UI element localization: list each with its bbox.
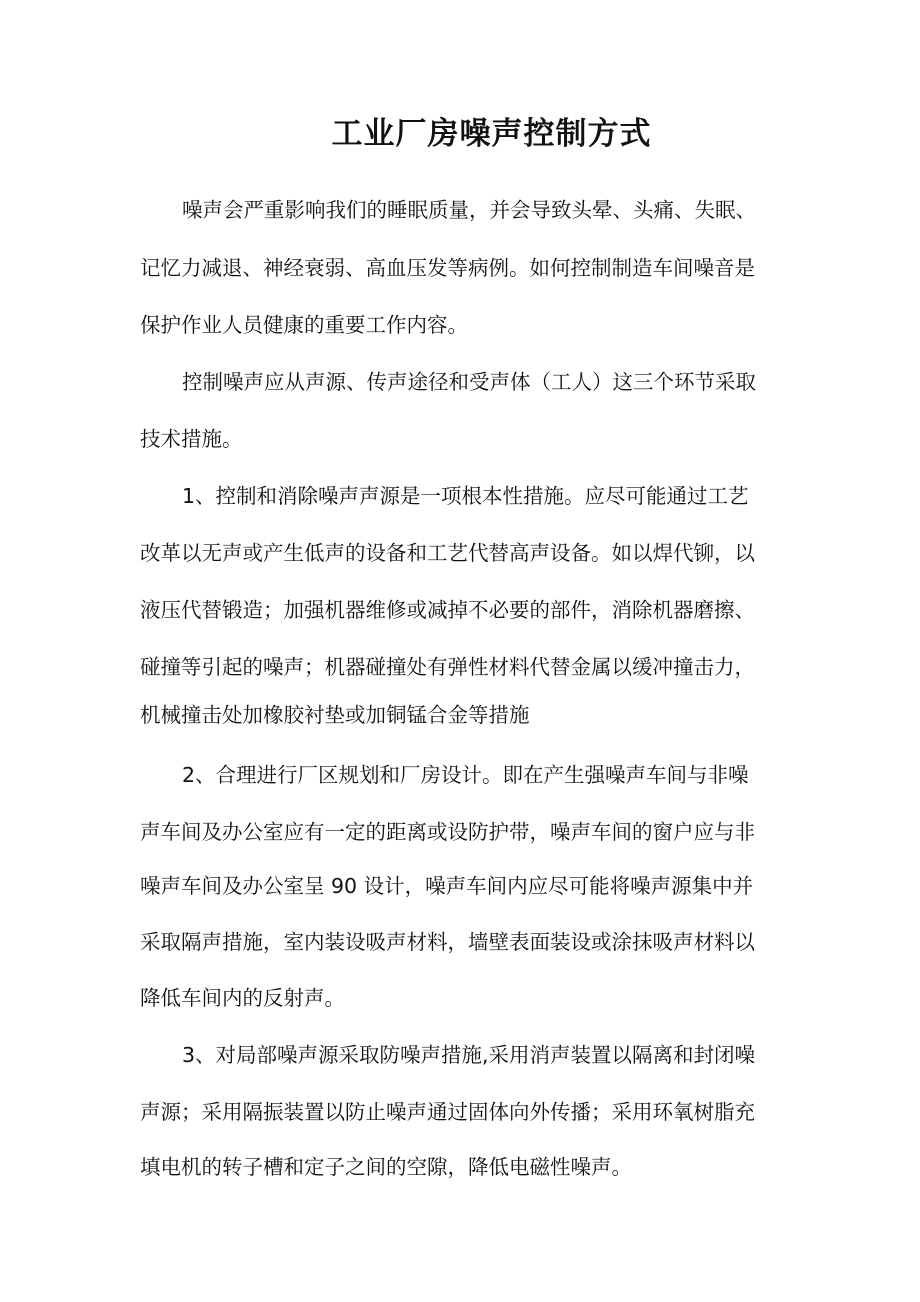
paragraph-5-line-1: 3、对局部噪声源采取防噪声措施,采用消声装置以隔离和封闭噪 (182, 1043, 756, 1067)
paragraph-3-line-1: 1、控制和消除噪声声源是一项根本性措施。应尽可能通过工艺 (182, 484, 749, 508)
paragraph-4-line-1: 2、合理进行厂区规划和厂房设计。即在产生强噪声车间与非噪 (182, 763, 749, 787)
paragraph-1-line-2: 记忆力减退、神经衰弱、高血压发等病例。如何控制制造车间噪音是 (140, 256, 755, 280)
paragraph-4-line-2: 声车间及办公室应有一定的距离或设防护带，噪声车间的窗户应与非 (140, 820, 755, 844)
paragraph-4-line-5: 降低车间内的反射声。 (140, 986, 345, 1010)
paragraph-5-line-2: 声源；采用隔振装置以防止噪声通过固体向外传播；采用环氧树脂充 (140, 1100, 755, 1124)
paragraph-3-line-3: 液压代替锻造；加强机器维修或减掉不必要的部件，消除机器磨擦、 (140, 598, 755, 622)
paragraph-1-line-1: 噪声会严重影响我们的睡眠质量，并会导致头晕、头痛、失眠、 (182, 198, 756, 222)
paragraph-2-line-1: 控制噪声应从声源、传声途径和受声体（工人）这三个环节采取 (182, 370, 756, 394)
document-title: 工业厂房噪声控制方式 (331, 116, 652, 152)
paragraph-5-line-3: 填电机的转子槽和定子之间的空隙，降低电磁性噪声。 (140, 1155, 632, 1179)
paragraph-4-line-3: 噪声车间及办公室呈 90 设计，噪声车间内应尽可能将噪声源集中并 (140, 874, 754, 898)
paragraph-3-line-4: 碰撞等引起的噪声；机器碰撞处有弹性材料代替金属以缓冲撞击力， (140, 655, 755, 679)
paragraph-3-line-5: 机械撞击处加橡胶衬垫或加铜锰合金等措施 (140, 703, 530, 727)
paragraph-2-line-2: 技术措施。 (140, 427, 243, 451)
paragraph-3-line-2: 改革以无声或产生低声的设备和工艺代替高声设备。如以焊代铆，以 (140, 541, 755, 565)
paragraph-4-line-4: 采取隔声措施，室内装设吸声材料，墙壁表面装设或涂抹吸声材料以 (140, 930, 755, 954)
paragraph-1-line-3: 保护作业人员健康的重要工作内容。 (140, 313, 468, 337)
